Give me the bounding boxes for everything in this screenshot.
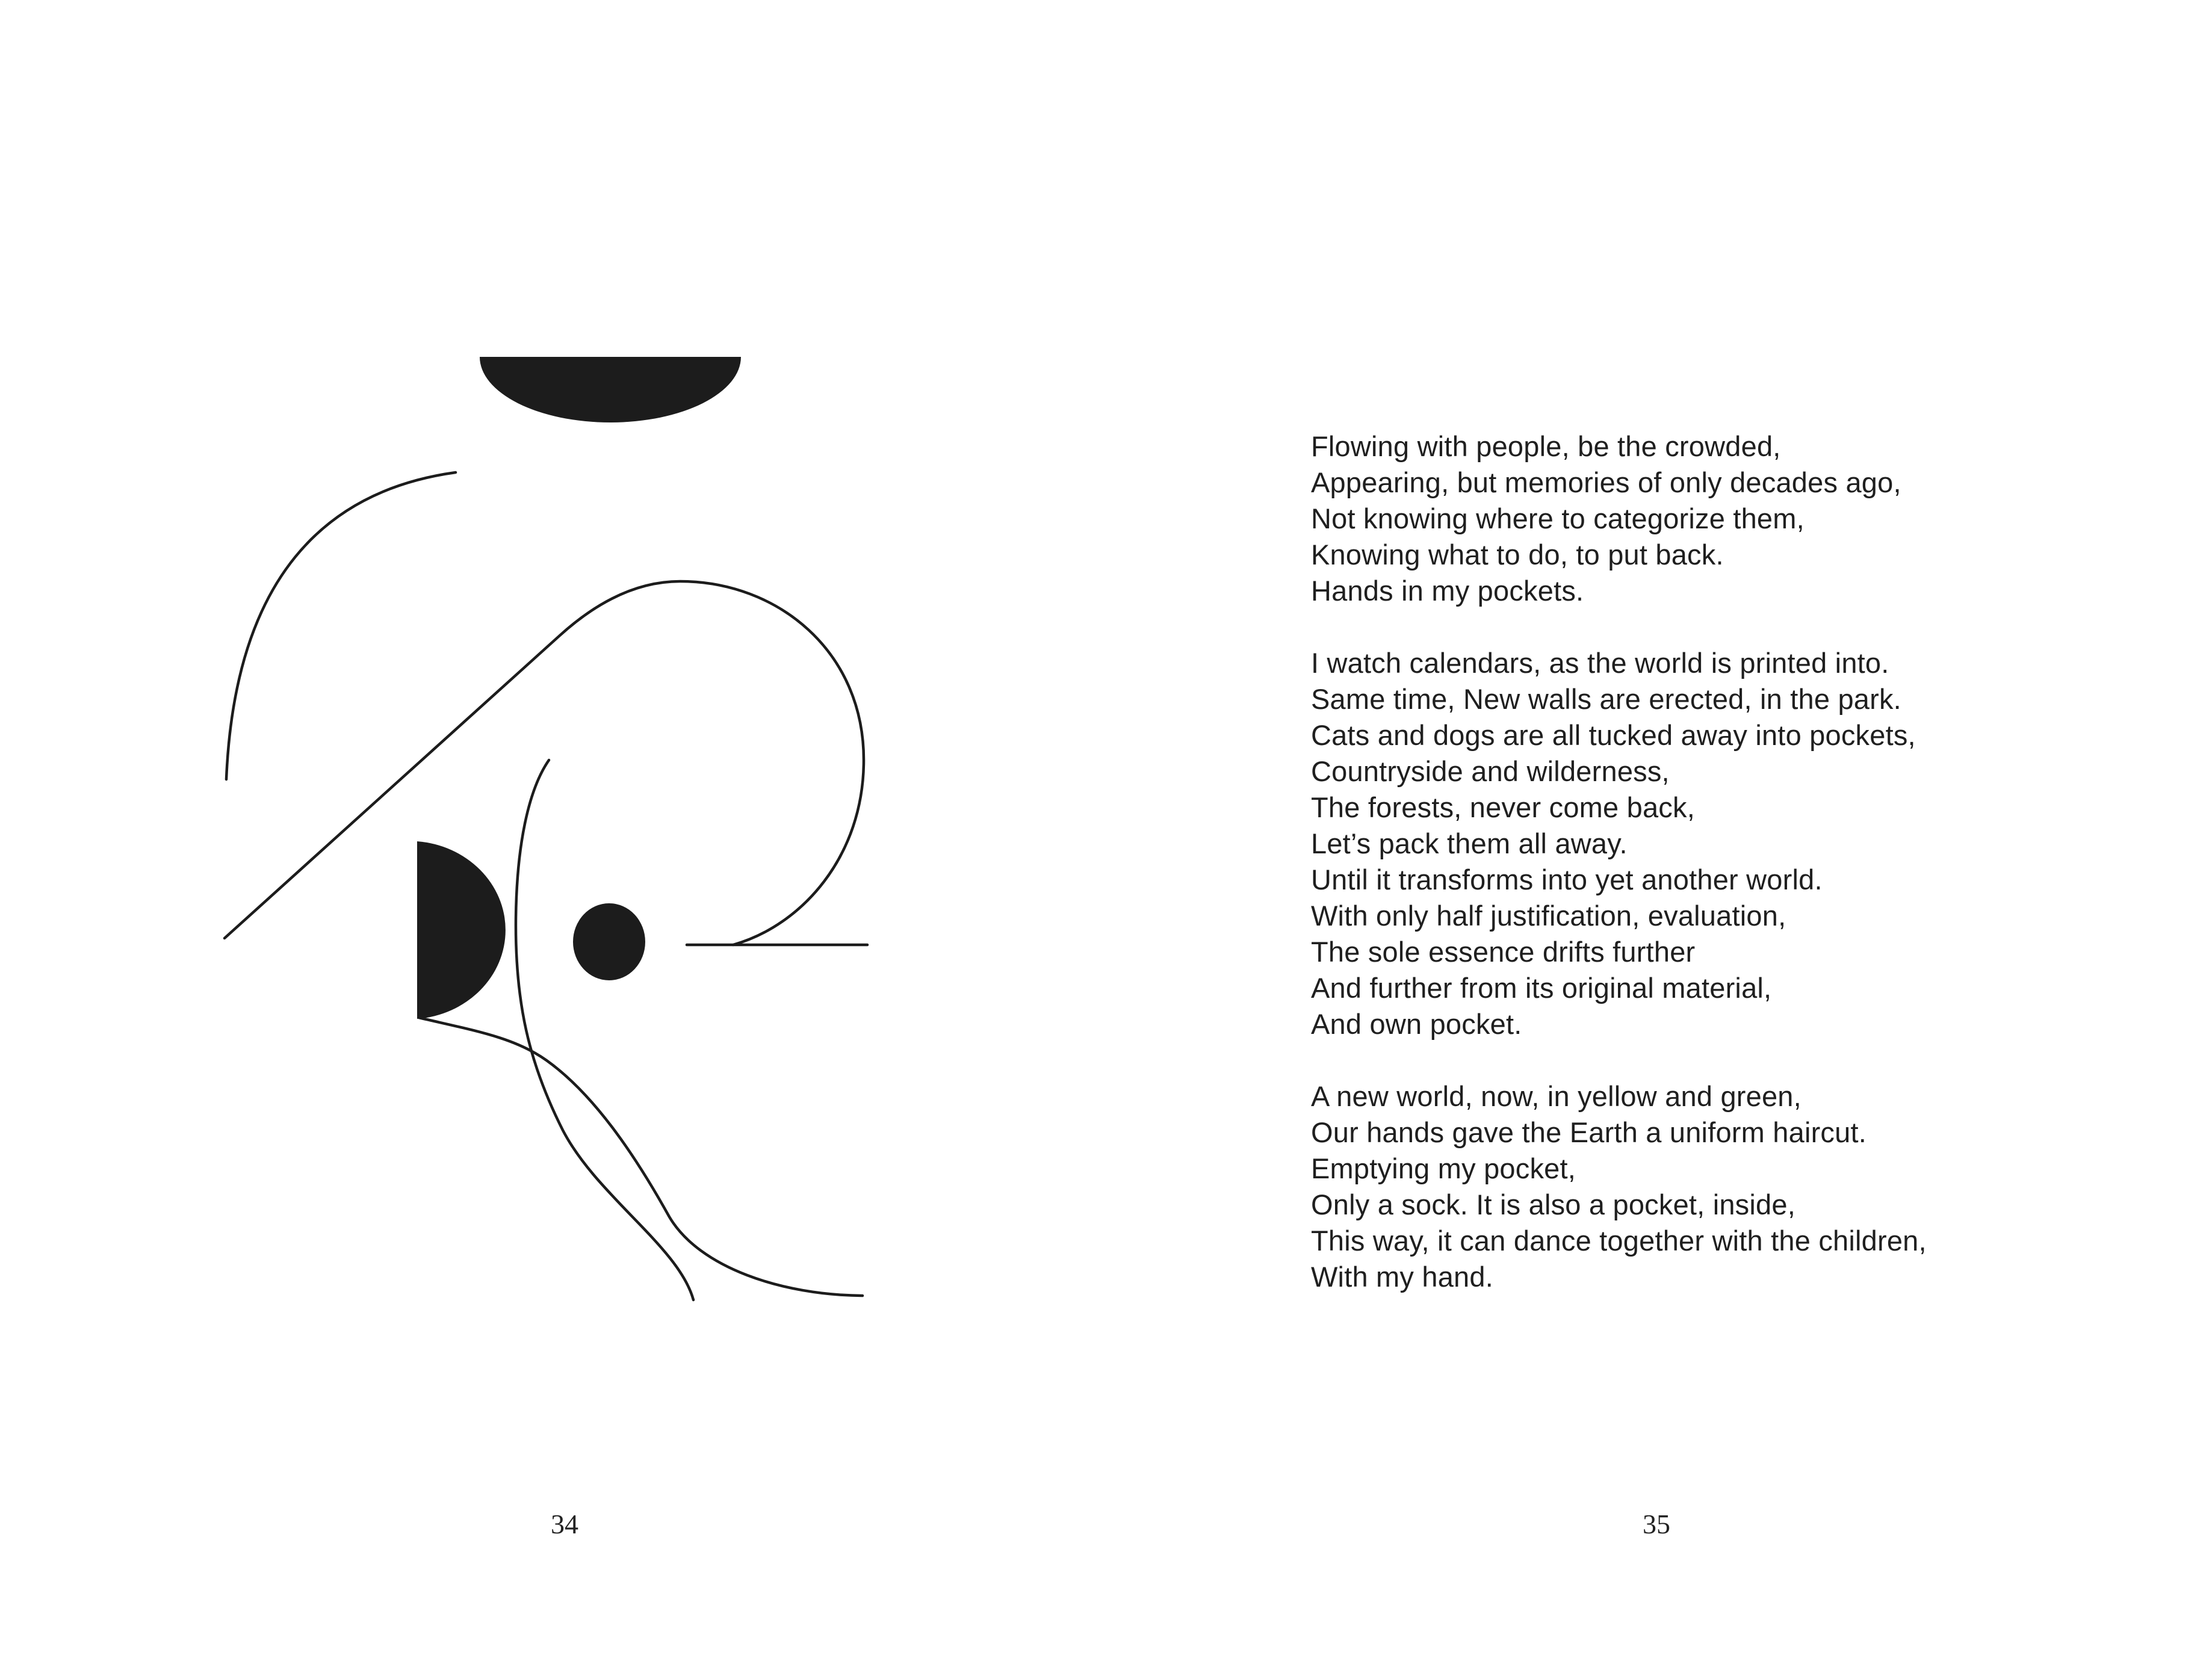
poem-line: Only a sock. It is also a pocket, inside, <box>1311 1189 1795 1220</box>
page-number-right: 35 <box>1643 1509 1670 1539</box>
poem-line: The forests, never come back, <box>1311 791 1695 823</box>
poem-line: Hands in my pockets. <box>1311 575 1584 607</box>
sweeping-tail-curve <box>419 1018 863 1296</box>
upper-left-arc <box>226 472 456 779</box>
poem-line: Flowing with people, be the crowded, <box>1311 430 1781 462</box>
poem-text <box>1311 428 2130 1331</box>
page-number-left: 34 <box>551 1509 578 1539</box>
poem-line: With only half justification, evaluation, <box>1311 900 1786 932</box>
poem-line: And further from its original material, <box>1311 972 1772 1004</box>
poem-line: Same time, New walls are erected, in the park. <box>1311 683 1901 715</box>
half-circle-shape <box>417 841 506 1019</box>
poem-stanza-3 <box>1311 1078 2130 1295</box>
poem-line: Appearing, but memories of only decades ago, <box>1311 466 1901 498</box>
poem-line: With my hand. <box>1311 1261 1493 1293</box>
poem-line: Our hands gave the Earth a uniform haircut. <box>1311 1116 1867 1148</box>
poem-line: Until it transforms into yet another world. <box>1311 864 1823 895</box>
poem-line: And own pocket. <box>1311 1008 1522 1040</box>
poem-line: Emptying my pocket, <box>1311 1152 1576 1184</box>
poem-line: I watch calendars, as the world is printed into. <box>1311 647 1889 679</box>
dot-shape <box>573 903 645 980</box>
poem-stanza-1 <box>1311 428 2130 609</box>
long-s-curve <box>516 760 693 1300</box>
poem-line: A new world, now, in yellow and green, <box>1311 1080 1802 1112</box>
big-two-curve <box>225 581 864 945</box>
poem-line: This way, it can dance together with the children, <box>1311 1225 1927 1257</box>
poem-stanza-2 <box>1311 645 2130 1042</box>
poem-line: The sole essence drifts further <box>1311 936 1696 968</box>
poem-line: Countryside and wilderness, <box>1311 755 1670 787</box>
poem-line: Let’s pack them all away. <box>1311 827 1628 859</box>
bowl-shape <box>480 357 741 422</box>
poem-line: Knowing what to do, to put back. <box>1311 539 1724 571</box>
poem-line: Not knowing where to categorize them, <box>1311 503 1805 534</box>
poem-line: Cats and dogs are all tucked away into pockets, <box>1311 719 1916 751</box>
